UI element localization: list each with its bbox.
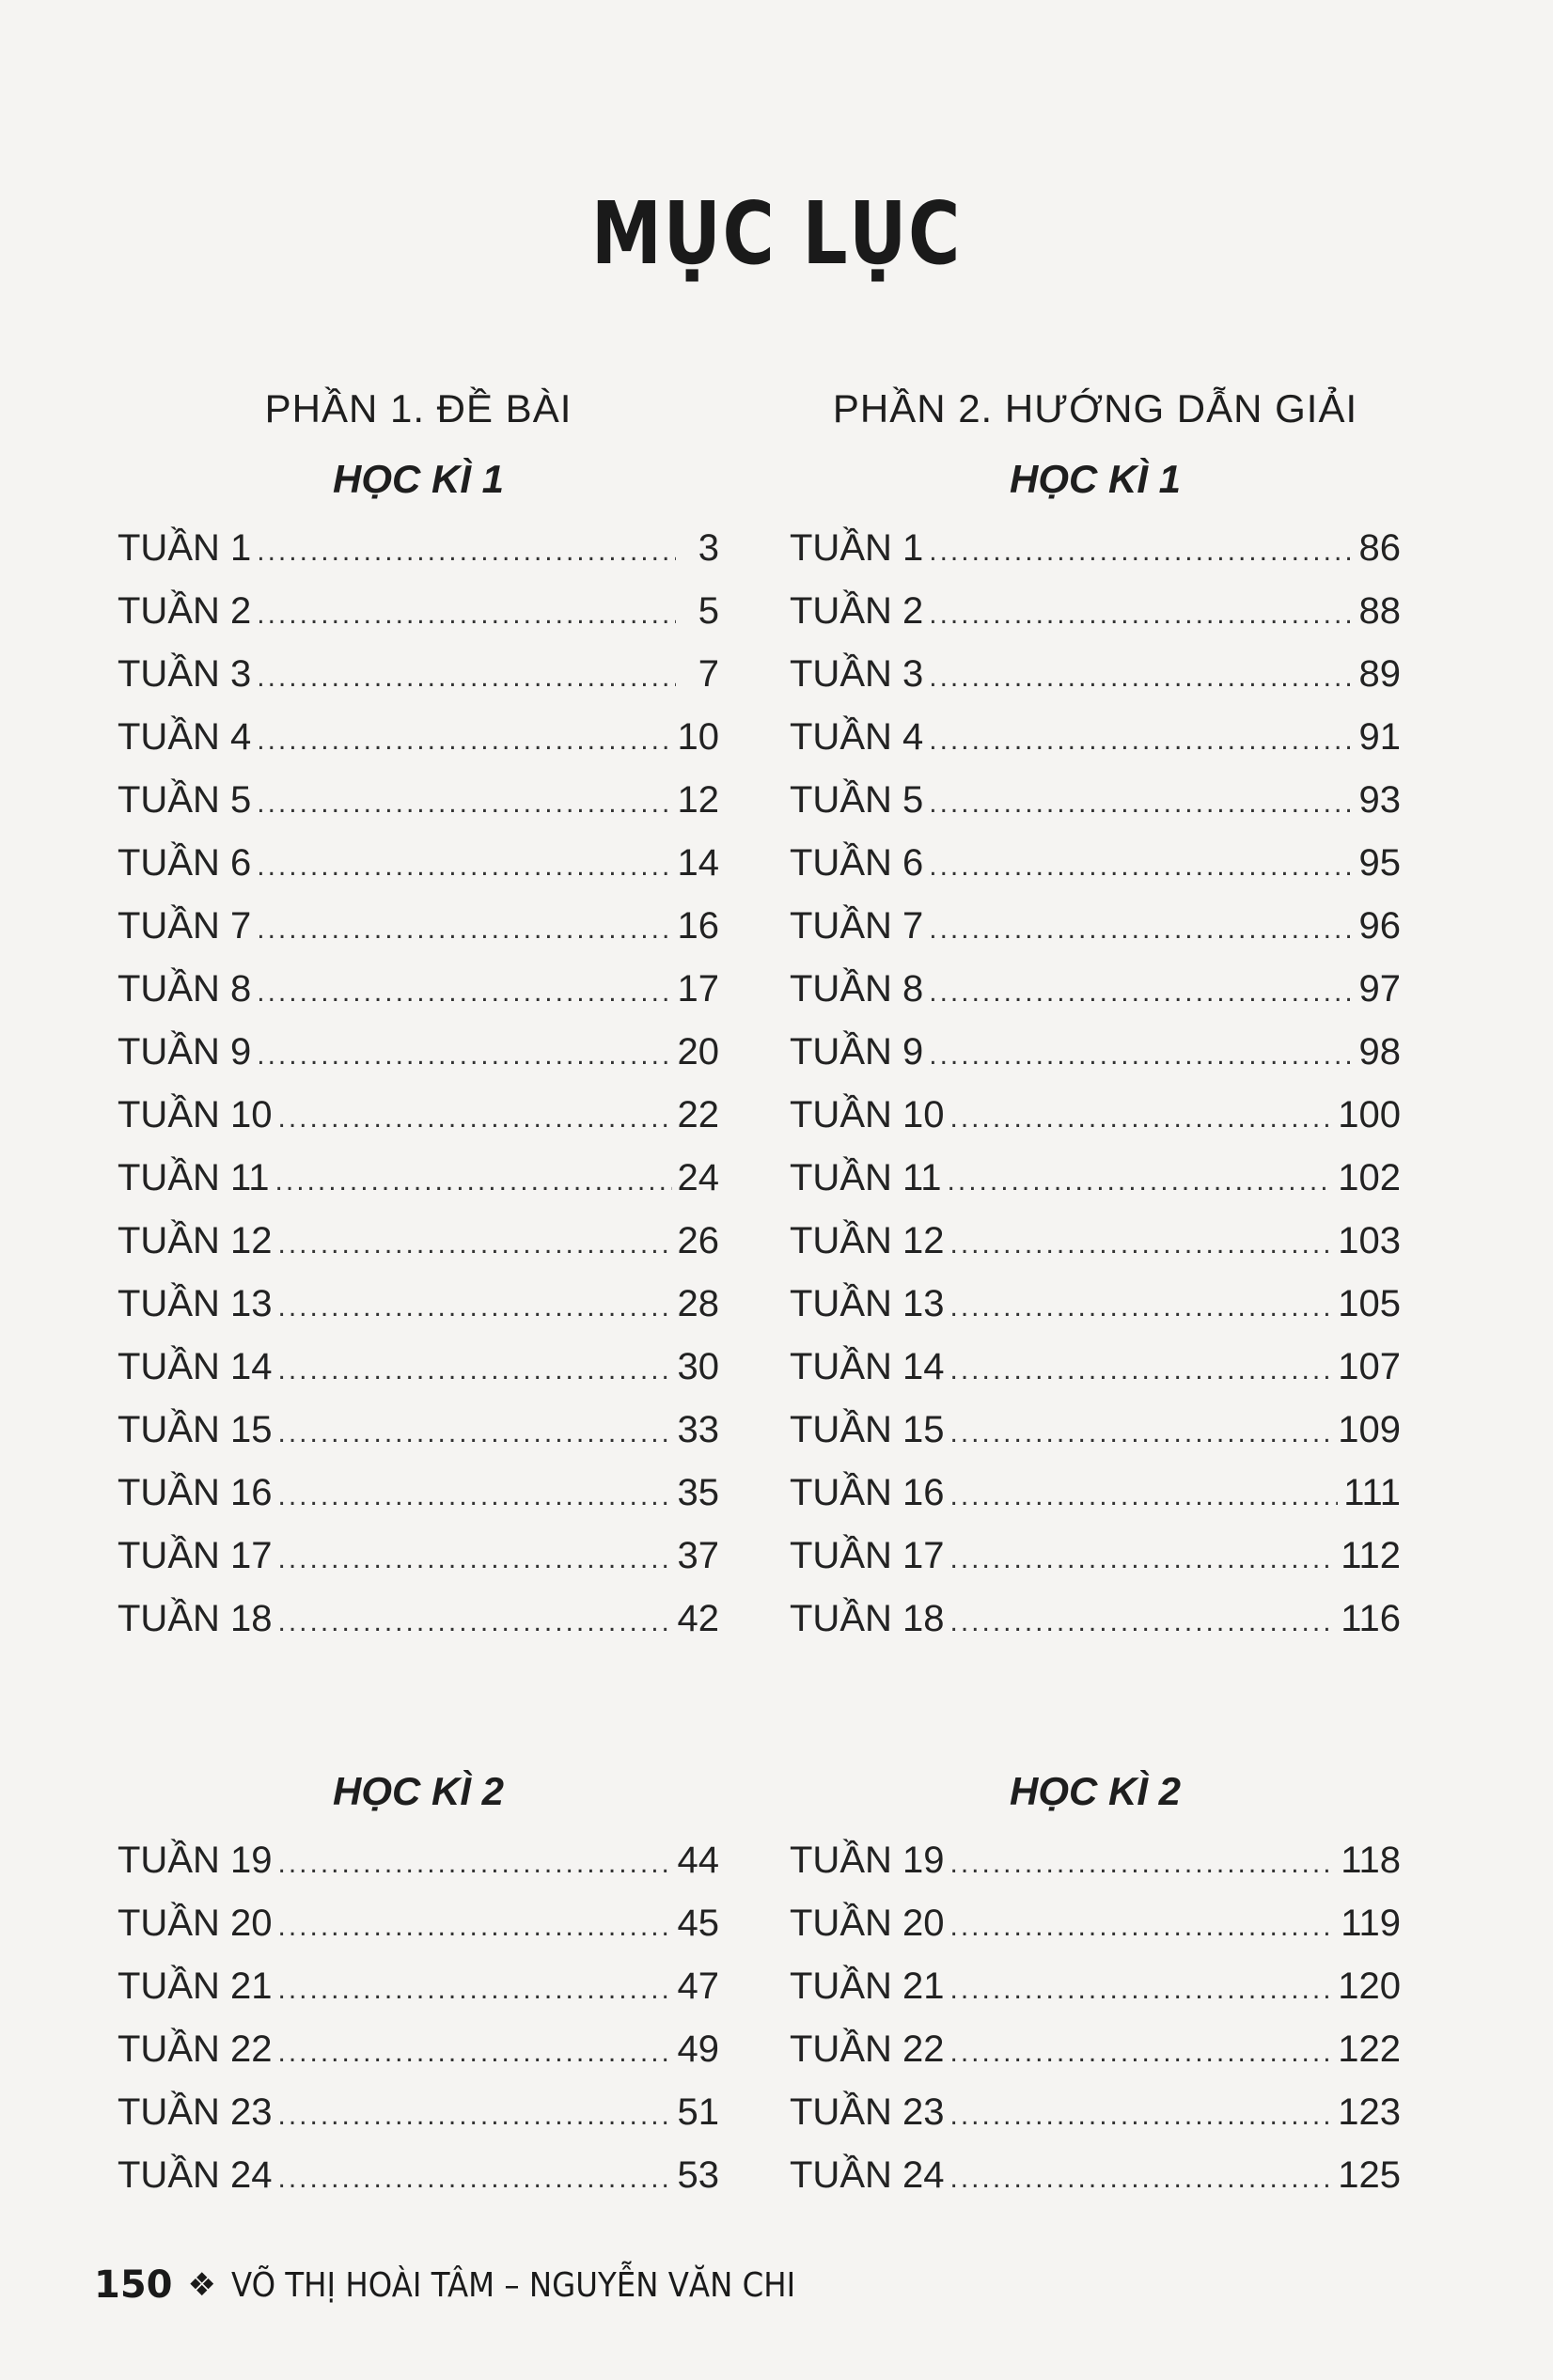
part1-column: [118, 376, 719, 2207]
toc-entry-label: TUẦN 13: [790, 1283, 945, 1324]
toc-leader-dots: [257, 772, 671, 835]
toc-leader-dots: [929, 709, 1353, 772]
toc-entry-label: TUẦN 24: [790, 2154, 945, 2196]
toc-entry-label: TUẦN 14: [790, 1346, 945, 1387]
toc-entry-label: TUẦN 2: [790, 590, 924, 632]
toc-entry-label: TUẦN 14: [118, 1346, 273, 1387]
toc-entry-page: 26: [677, 1220, 719, 1261]
toc-entry: [790, 1021, 1401, 1084]
toc-leader-dots: [278, 1276, 672, 1339]
toc-entry-label: TUẦN 19: [118, 1840, 273, 1881]
page-title: MỤC LỤC: [590, 183, 963, 284]
toc-entry-label: TUẦN 3: [790, 653, 924, 695]
toc-entry: [118, 1462, 719, 1525]
toc-entry-label: TUẦN 15: [118, 1409, 273, 1450]
toc-leader-dots: [950, 1958, 1333, 2021]
toc-leader-dots: [950, 1339, 1333, 1401]
toc-entry-page: 100: [1338, 1094, 1401, 1135]
toc-leader-dots: [950, 2084, 1333, 2147]
toc-entry: [790, 895, 1401, 958]
toc-leader-dots: [278, 1527, 672, 1590]
toc-leader-dots: [929, 646, 1353, 709]
toc-leader-dots: [929, 898, 1353, 961]
toc-entry-page: 118: [1341, 1840, 1401, 1881]
toc-leader-dots: [278, 1958, 672, 2021]
toc-leader-dots: [278, 2021, 672, 2084]
toc-entry: [790, 2144, 1401, 2207]
toc-leader-dots: [278, 2084, 672, 2147]
toc-entry-label: TUẦN 24: [118, 2154, 273, 2196]
toc-entry-page: 20: [677, 1031, 719, 1073]
toc-entry: [790, 1336, 1401, 1399]
toc-leader-dots: [278, 2147, 672, 2210]
toc-entry: [790, 958, 1401, 1021]
toc-entry-page: 120: [1338, 1965, 1401, 2007]
toc-entry-page: 30: [677, 1346, 719, 1387]
toc-entry-page: 7: [698, 653, 719, 695]
toc-entry-page: 112: [1341, 1535, 1401, 1576]
toc-entry: [790, 1210, 1401, 1273]
toc-entry: [118, 1892, 719, 1955]
toc-entry-label: TUẦN 10: [790, 1094, 945, 1135]
toc-entry-page: 111: [1343, 1472, 1401, 1513]
toc-entry: [790, 517, 1401, 580]
toc-entry-label: TUẦN 17: [118, 1535, 273, 1576]
toc-entry: [790, 643, 1401, 706]
toc-entry: [118, 832, 719, 895]
toc-leader-dots: [278, 1401, 672, 1464]
toc-entry: [790, 1462, 1401, 1525]
toc-leader-dots: [950, 1832, 1336, 1895]
toc-leader-dots: [275, 1150, 672, 1213]
toc-entry-label: TUẦN 20: [790, 1902, 945, 1944]
toc-entry-label: TUẦN 12: [118, 1220, 273, 1261]
toc-entry-label: TUẦN 8: [118, 968, 252, 1010]
toc-entry-label: TUẦN 4: [118, 716, 252, 758]
toc-leader-dots: [257, 961, 671, 1024]
toc-entry-label: TUẦN 9: [118, 1031, 252, 1073]
toc-entry-page: 119: [1341, 1902, 1401, 1944]
page-footer: [94, 2263, 858, 2307]
toc-entry-page: 89: [1358, 653, 1401, 695]
toc-leader-dots: [278, 1339, 672, 1401]
toc-entry: [790, 769, 1401, 832]
part1-sem1-list: [118, 517, 719, 1651]
toc-entry-page: 123: [1338, 2091, 1401, 2133]
toc-entry-label: TUẦN 23: [118, 2091, 273, 2133]
toc-entry: [790, 1588, 1401, 1651]
toc-entry-label: TUẦN 5: [118, 779, 252, 821]
part1-sem2-list: [118, 1829, 719, 2207]
toc-entry-page: 35: [677, 1472, 719, 1513]
toc-leader-dots: [950, 2021, 1333, 2084]
toc-entry-page: 3: [698, 527, 719, 569]
toc-leader-dots: [278, 1590, 672, 1653]
toc-entry-page: 28: [677, 1283, 719, 1324]
toc-entry-label: TUẦN 23: [790, 2091, 945, 2133]
toc-entry-page: 109: [1338, 1409, 1401, 1450]
toc-entry: [790, 1399, 1401, 1462]
toc-entry-page: 47: [677, 1965, 719, 2007]
toc-leader-dots: [950, 1087, 1333, 1150]
toc-entry-page: 44: [677, 1840, 719, 1881]
toc-entry-page: 107: [1338, 1346, 1401, 1387]
toc-entry-page: 91: [1358, 716, 1401, 758]
toc-entry-label: TUẦN 1: [118, 527, 252, 569]
toc-entry: [118, 2081, 719, 2144]
toc-entry: [790, 1829, 1401, 1892]
toc-entry: [118, 706, 719, 769]
footer-authors: VÕ THỊ HOÀI TÂM – NGUYỄN VĂN CHI: [230, 2265, 796, 2305]
toc-entry: [790, 2018, 1401, 2081]
toc-entry-label: TUẦN 7: [118, 905, 252, 947]
toc-entry-label: TUẦN 4: [790, 716, 924, 758]
toc-entry-page: 51: [677, 2091, 719, 2133]
toc-entry-label: TUẦN 20: [118, 1902, 273, 1944]
toc-entry: [118, 517, 719, 580]
toc-entry: [118, 1336, 719, 1399]
toc-leader-dots: [929, 772, 1353, 835]
toc-leader-dots: [278, 1087, 672, 1150]
toc-leader-dots: [257, 520, 676, 583]
toc-entry-label: TUẦN 11: [118, 1157, 270, 1198]
toc-entry-label: TUẦN 15: [790, 1409, 945, 1450]
toc-entry: [118, 958, 719, 1021]
toc-entry-page: 5: [698, 590, 719, 632]
toc-entry: [790, 1273, 1401, 1336]
toc-entry: [118, 2144, 719, 2207]
toc-entry-page: 97: [1358, 968, 1401, 1010]
toc-entry: [790, 2081, 1401, 2144]
toc-entry: [118, 1210, 719, 1273]
toc-entry-page: 16: [677, 905, 719, 947]
part2-sem1-list: [790, 517, 1401, 1651]
part1-sem2-heading: HỌC KÌ 2: [332, 1769, 505, 1813]
toc-entry-label: TUẦN 16: [118, 1472, 273, 1513]
toc-entry-page: 96: [1358, 905, 1401, 947]
toc-entry-label: TUẦN 11: [790, 1157, 942, 1198]
toc-leader-dots: [950, 1464, 1339, 1527]
toc-entry: [118, 1273, 719, 1336]
toc-entry-label: TUẦN 22: [118, 2028, 273, 2070]
toc-entry: [118, 1084, 719, 1147]
toc-entry: [118, 1955, 719, 2018]
toc-leader-dots: [950, 1276, 1333, 1339]
toc-leader-dots: [278, 1213, 672, 1276]
part2-sem2-heading: HỌC KÌ 2: [1009, 1769, 1182, 1813]
toc-leader-dots: [950, 1590, 1336, 1653]
toc-entry-label: TUẦN 3: [118, 653, 252, 695]
toc-entry-page: 17: [677, 968, 719, 1010]
toc-leader-dots: [950, 1527, 1336, 1590]
toc-leader-dots: [257, 709, 671, 772]
toc-entry-label: TUẦN 7: [790, 905, 924, 947]
toc-entry-label: TUẦN 1: [790, 527, 924, 569]
toc-entry-label: TUẦN 12: [790, 1220, 945, 1261]
toc-entry-page: 93: [1358, 779, 1401, 821]
part1-sem1-heading: HỌC KÌ 1: [332, 457, 505, 501]
toc-entry: [118, 895, 719, 958]
toc-entry: [790, 1525, 1401, 1588]
toc-entry-label: TUẦN 21: [118, 1965, 273, 2007]
toc-leader-dots: [950, 1401, 1333, 1464]
toc-entry-page: 37: [677, 1535, 719, 1576]
toc-entry: [118, 1588, 719, 1651]
toc-entry-page: 45: [677, 1902, 719, 1944]
toc-leader-dots: [278, 1832, 672, 1895]
toc-entry-page: 10: [677, 716, 719, 758]
toc-entry-page: 95: [1358, 842, 1401, 884]
toc-leader-dots: [950, 2147, 1333, 2210]
toc-entry-page: 12: [677, 779, 719, 821]
toc-entry: [118, 1021, 719, 1084]
toc-entry-page: 22: [677, 1094, 719, 1135]
toc-leader-dots: [950, 1213, 1333, 1276]
toc-entry-label: TUẦN 17: [790, 1535, 945, 1576]
part2-sem2-list: [790, 1829, 1401, 2207]
toc-entry: [118, 1829, 719, 1892]
toc-entry: [790, 1084, 1401, 1147]
toc-entry-page: 125: [1338, 2154, 1401, 2196]
toc-leader-dots: [950, 1895, 1336, 1958]
toc-entry-label: TUẦN 19: [790, 1840, 945, 1881]
toc-leader-dots: [948, 1150, 1333, 1213]
toc-entry: [790, 1955, 1401, 2018]
toc-leader-dots: [278, 1464, 672, 1527]
toc-leader-dots: [929, 961, 1353, 1024]
toc-entry-page: 33: [677, 1409, 719, 1450]
toc-leader-dots: [278, 1895, 672, 1958]
toc-leader-dots: [929, 1024, 1353, 1087]
footer-page-number: 150: [94, 2263, 173, 2307]
toc-entry-page: 98: [1358, 1031, 1401, 1073]
toc-entry: [118, 643, 719, 706]
part2-sem1-heading: HỌC KÌ 1: [1009, 457, 1182, 501]
toc-entry-label: TUẦN 18: [118, 1598, 273, 1639]
toc-leader-dots: [929, 583, 1353, 646]
toc-entry: [790, 580, 1401, 643]
toc-entry-label: TUẦN 10: [118, 1094, 273, 1135]
toc-entry-label: TUẦN 8: [790, 968, 924, 1010]
toc-leader-dots: [257, 1024, 671, 1087]
toc-entry-label: TUẦN 22: [790, 2028, 945, 2070]
part2-heading: PHẦN 2. HƯỚNG DẪN GIẢI: [832, 386, 1358, 431]
diamond-ornament-icon: ❖: [187, 2266, 216, 2304]
toc-entry: [790, 1892, 1401, 1955]
toc-entry: [118, 769, 719, 832]
toc-leader-dots: [257, 646, 676, 709]
toc-entry-page: 86: [1358, 527, 1401, 569]
toc-entry-page: 116: [1341, 1598, 1401, 1639]
toc-leader-dots: [929, 835, 1353, 898]
toc-entry-page: 105: [1338, 1283, 1401, 1324]
toc-leader-dots: [257, 583, 676, 646]
toc-entry-label: TUẦN 18: [790, 1598, 945, 1639]
toc-entry: [118, 2018, 719, 2081]
toc-entry-label: TUẦN 6: [790, 842, 924, 884]
toc-entry-page: 122: [1338, 2028, 1401, 2070]
toc-entry-label: TUẦN 6: [118, 842, 252, 884]
toc-entry-page: 42: [677, 1598, 719, 1639]
toc-entry-label: TUẦN 21: [790, 1965, 945, 2007]
toc-entry: [118, 1525, 719, 1588]
part2-column: [790, 376, 1401, 2207]
part1-heading: PHẦN 1. ĐỀ BÀI: [264, 386, 573, 431]
toc-entry-label: TUẦN 2: [118, 590, 252, 632]
toc-leader-dots: [929, 520, 1353, 583]
toc-leader-dots: [257, 835, 671, 898]
toc-leader-dots: [257, 898, 671, 961]
toc-entry-label: TUẦN 16: [790, 1472, 945, 1513]
toc-entry-page: 24: [677, 1157, 719, 1198]
toc-entry: [118, 1147, 719, 1210]
toc-entry: [790, 706, 1401, 769]
toc-entry: [118, 580, 719, 643]
toc-entry: [790, 1147, 1401, 1210]
toc-entry-page: 103: [1338, 1220, 1401, 1261]
toc-entry: [790, 832, 1401, 895]
toc-entry-page: 102: [1338, 1157, 1401, 1198]
toc-entry-label: TUẦN 13: [118, 1283, 273, 1324]
toc-entry-label: TUẦN 9: [790, 1031, 924, 1073]
toc-entry-page: 49: [677, 2028, 719, 2070]
toc-entry: [118, 1399, 719, 1462]
toc-entry-label: TUẦN 5: [790, 779, 924, 821]
toc-entry-page: 53: [677, 2154, 719, 2196]
toc-entry-page: 14: [677, 842, 719, 884]
toc-entry-page: 88: [1358, 590, 1401, 632]
